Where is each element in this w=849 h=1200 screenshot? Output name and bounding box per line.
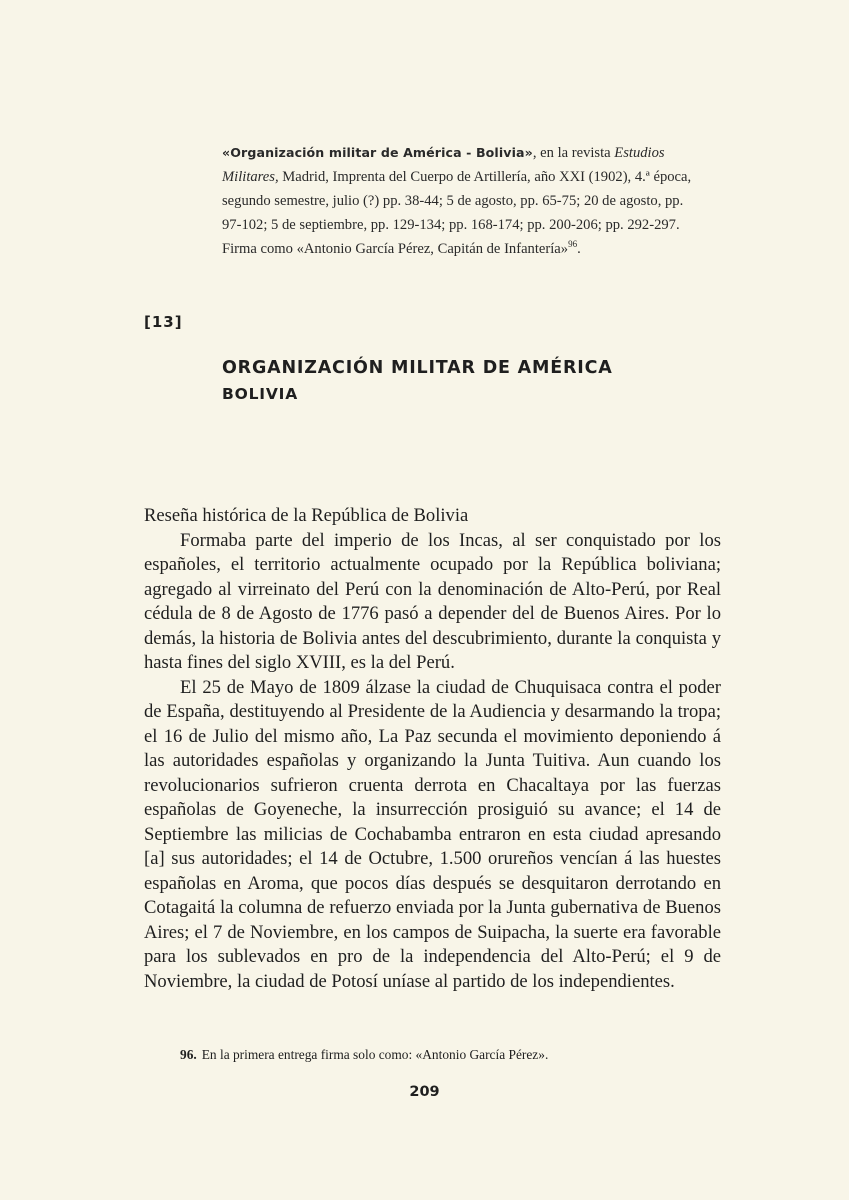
bibliographic-entry [222, 141, 702, 261]
page-number: 209 [409, 1084, 440, 1100]
footnote-number: 96. [180, 1047, 197, 1062]
body-paragraph-1: Formaba parte del imperio de los Incas, al ser conquistado por los españoles, el territorio actualmente ocupado por la República boliviana; agregado al virreinato del Perú con la denominación de Alto-Perú, por Real cédula de 8 de Agosto de 1776 pasó a depender del de Buenos Aires. Por lo demás, la historia de Bolivia antes del descubrimiento, durante la conquista y hasta fines del siglo XVIII, es la del Perú. [144, 529, 721, 673]
body-subheading: Reseña histórica de la República de Bolivia [144, 505, 469, 526]
bibliography-publication-details: Madrid, Imprenta del Cuerpo de Artillería, año XXI (1902), 4.ª época, segundo semestre, julio (?) pp. 38-44; 5 de agosto, pp. 65-75; 20 de agosto, pp. 97-102; 5 de septiembre, pp. 129-134; pp. 168-174; pp. 200-206; pp. 292-297. [222, 169, 692, 233]
body-paragraph-2: El 25 de Mayo de 1809 álzase la ciudad de Chuquisaca contra el poder de España, destituyendo al Presidente de la Audiencia y desarmando la tropa; el 16 de Julio del mismo año, La Paz secunda el movimiento deponiendo á las autoridades españolas y organizando la Junta Tuitiva. Aun cuando los revolucionarios sufrieron cruenta derrota en Chacaltaya por las fuerzas españolas de Goyeneche, la insurrección prosiguió su avance; el 14 de Septiembre las milicias de Cochabamba entraron en esta ciudad apresando [a] sus autoridades; el 14 de Octubre, 1.500 orureños vencían á las huestes españolas en Aroma, que pocos días después se desquitaron derrotando en Cotagaitá la columna de refuerzo enviada por la Junta gubernativa de Buenos Aires; el 7 de Noviembre, en los campos de Suipacha, la suerte era favorable para los sublevados en pro de la independencia del Alto-Perú; el 9 de Noviembre, la ciudad de Potosí uníase al partido de los independientes. [144, 676, 721, 992]
footnote [180, 1046, 720, 1064]
bibliography-signature: Firma como «Antonio García Pérez, Capitán de Infantería» [222, 241, 569, 257]
page-subtitle: BOLIVIA [222, 385, 298, 403]
bibliography-article-title: «Organización militar de América - Bolivia» [222, 145, 533, 160]
bibliography-journal-name: Estudios Militares, [222, 145, 665, 185]
bibliography-signature-end: . [577, 241, 581, 257]
page-title: ORGANIZACIÓN MILITAR DE AMÉRICA [222, 358, 613, 378]
section-number: [13] [144, 313, 183, 331]
footnote-reference[interactable]: 96 [568, 239, 578, 249]
footnote-text: En la primera entrega firma solo como: «Antonio García Pérez». [201, 1047, 549, 1062]
body-text [144, 504, 721, 994]
bibliography-text-before-journal: , en la revista [532, 145, 615, 161]
